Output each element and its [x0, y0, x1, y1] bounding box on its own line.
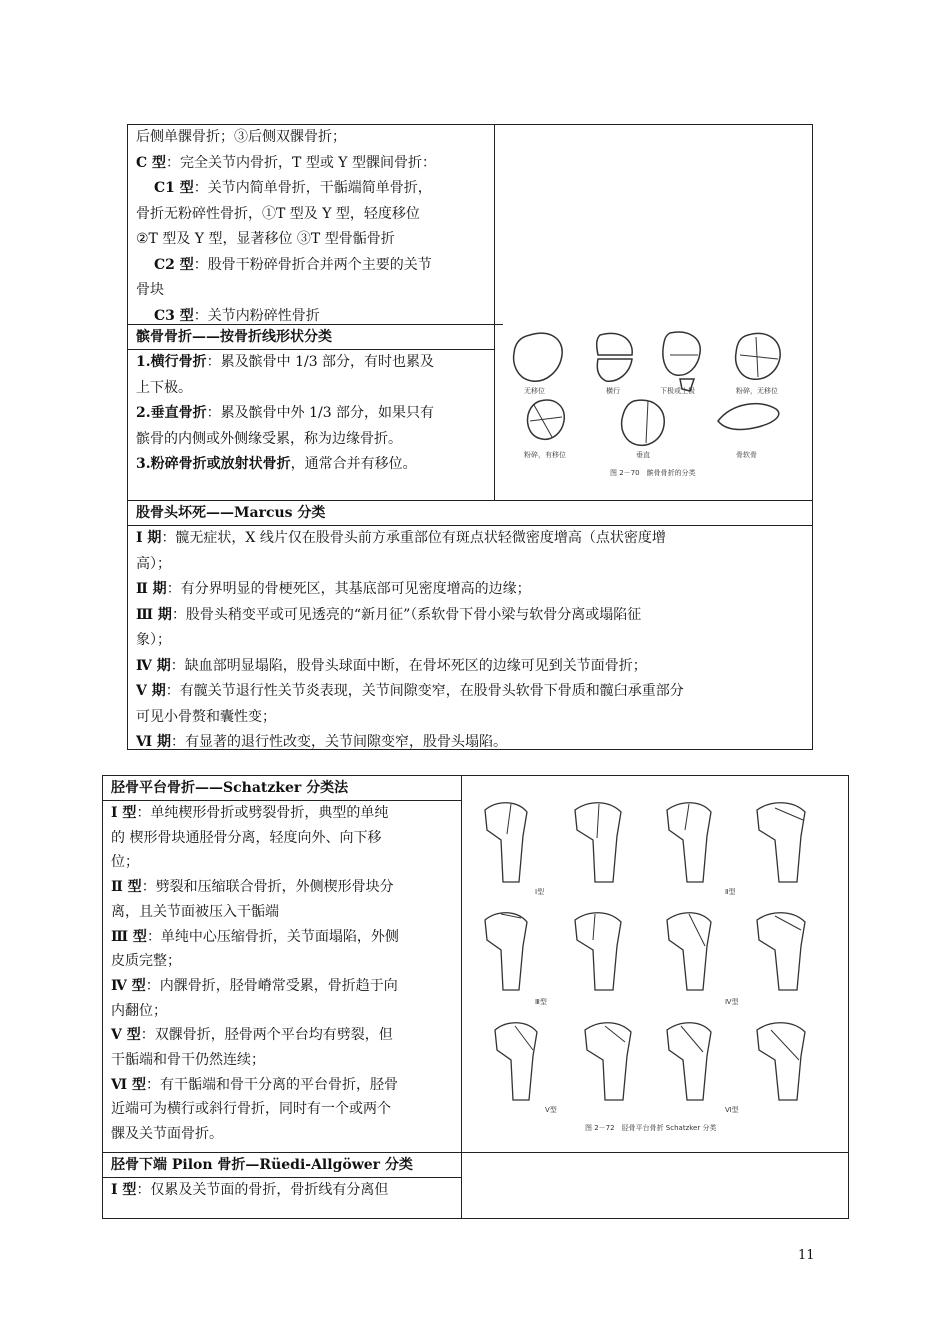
schatzker-figure — [475, 790, 835, 1140]
type-label: C3 型 — [154, 307, 194, 324]
type-label: Ⅰ 型 — [111, 1182, 137, 1198]
figure-label: Ⅴ型 — [545, 1106, 557, 1114]
text-line: 象）； — [136, 632, 171, 648]
text-line: Ⅵ 型：有干骺端和骨干分离的平台骨折，胫骨 — [111, 1076, 398, 1093]
text-line: 骨块 — [136, 282, 164, 298]
femur-c-type-text — [128, 125, 494, 329]
text-line: 离，且关节面被压入干骺端 — [111, 903, 279, 920]
figure-label: 粉碎，无移位 — [736, 387, 778, 395]
tibia-shape — [667, 1023, 711, 1100]
text-line: Ⅲ 期：股骨头稍变平或可见透亮的“新月征”（系软骨下骨小梁与软骨分离或塌陷征 — [136, 606, 642, 623]
text-line: Ⅴ 期：有髋关节退行性关节炎表现，关节间隙变窄，在股骨头软骨下骨质和髋臼承重部分 — [136, 683, 684, 699]
text-line: 的 楔形骨块通胫骨分离，轻度向外、向下移 — [111, 829, 382, 846]
text-line: Ⅰ 型：单纯楔形骨折或劈裂骨折，典型的单纯 — [111, 805, 389, 821]
figure-label: Ⅰ型 — [535, 888, 545, 896]
schatzker-header: 胫骨平台骨折——Schatzker 分类法 — [111, 780, 349, 796]
text-line: 2.垂直骨折：累及髌骨中外 1/3 部分，如果只有 — [136, 405, 435, 421]
patella-header: 髌骨骨折——按骨折线形状分类 — [136, 329, 332, 345]
text-line: Ⅲ 型：单纯中心压缩骨折，关节面塌陷，外侧 — [111, 928, 399, 945]
patella-shape — [597, 333, 633, 355]
tibia-shape — [757, 803, 805, 882]
type-label: 3.粉碎骨折或放射状骨折 — [136, 456, 291, 472]
figure-label: 骨软骨 — [736, 451, 757, 459]
figure-label: Ⅲ型 — [535, 998, 547, 1006]
patella-shape — [528, 400, 565, 439]
tibia-shape — [757, 913, 805, 990]
text-line: 上下极。 — [136, 379, 192, 396]
patella-text — [128, 350, 494, 478]
patella-fracture-figure — [500, 325, 810, 497]
tibia-shape — [575, 913, 621, 990]
tibia-shape — [495, 1023, 537, 1100]
tibia-shape — [485, 803, 527, 882]
text-line: 干骺端和骨干仍然连续； — [111, 1052, 265, 1069]
figure-label: 横行 — [606, 387, 620, 395]
figure-caption: 图 2－72 胫骨平台骨折 Schatzker 分类 — [585, 1124, 717, 1132]
type-label: Ⅴ 型 — [111, 1027, 141, 1044]
tibia-shape — [667, 913, 711, 990]
pilon-text — [103, 1178, 461, 1204]
type-label: C2 型 — [154, 256, 194, 273]
type-label: 1.横行骨折 — [136, 354, 207, 370]
text-line: 位； — [111, 854, 139, 871]
text-line: Ⅴ 型：双髁骨折，胫骨两个平台均有劈裂，但 — [111, 1027, 393, 1044]
type-label: Ⅳ 型 — [111, 977, 146, 994]
column-divider — [494, 125, 495, 501]
tibia-shape — [757, 1023, 805, 1100]
figure-caption: 图 2－70 髌骨骨折的分类 — [610, 469, 696, 477]
figure-label: 下极或上极 — [660, 387, 695, 395]
text-line: C3 型：关节内粉碎性骨折 — [154, 307, 320, 324]
text-line: 1.横行骨折：累及髌骨中 1/3 部分，有时也累及 — [136, 354, 435, 370]
text-line: Ⅱ 期：有分界明显的骨梗死区，其基底部可见密度增高的边缘； — [136, 581, 531, 597]
stage-label: Ⅵ 期 — [136, 734, 171, 750]
pilon-header: 胫骨下端 Pilon 骨折—Rüedi-Allgöwer 分类 — [111, 1157, 413, 1173]
figure-label: Ⅱ型 — [725, 888, 736, 896]
figure-label: Ⅵ型 — [725, 1106, 739, 1114]
patella-illustration — [500, 325, 810, 497]
text-line: Ⅳ 型：内髁骨折，胫骨嵴常受累，骨折趋于向 — [111, 977, 398, 994]
stage-label: Ⅱ 期 — [136, 581, 167, 597]
marcus-header: 股骨头坏死——Marcus 分类 — [136, 505, 326, 521]
type-label: 2.垂直骨折 — [136, 405, 207, 421]
text-line: ②T 型及 Y 型，显著移位 ③T 型骨骺骨折 — [136, 231, 395, 247]
schatzker-text — [103, 801, 461, 1147]
text-line: C1 型：关节内简单骨折，干骺端简单骨折， — [154, 180, 432, 196]
tibia-shape — [667, 803, 711, 882]
text-line: 3.粉碎骨折或放射状骨折，通常合并有移位。 — [136, 456, 417, 472]
type-label: C1 型 — [154, 180, 194, 196]
text-line: 近端可为横行或斜行骨折，同时有一个或两个 — [111, 1101, 391, 1118]
figure-label: 垂直 — [636, 451, 650, 459]
text-line: 髌骨的内侧或外侧缘受累，称为边缘骨折。 — [136, 430, 402, 447]
type-label: C 型 — [136, 154, 167, 171]
tibia-shape — [485, 913, 527, 990]
text-line: 可见小骨赘和囊性变； — [136, 708, 276, 725]
text-line: 骨折无粉碎性骨折，①T 型及 Y 型，轻度移位 — [136, 205, 420, 222]
type-label: Ⅰ 型 — [111, 805, 137, 821]
type-label: Ⅵ 型 — [111, 1076, 146, 1093]
text-line: 皮质完整； — [111, 953, 181, 970]
tibia-shape — [585, 1023, 631, 1100]
text-line: Ⅱ 型：劈裂和压缩联合骨折，外侧楔形骨块分 — [111, 879, 394, 896]
stage-label: Ⅴ 期 — [136, 683, 166, 699]
page-number: 11 — [798, 1248, 815, 1263]
patella-shape — [514, 333, 563, 381]
text-line: 髁及关节面骨折。 — [111, 1126, 223, 1143]
figure-label: Ⅳ型 — [725, 998, 739, 1006]
tibia-illustration — [475, 790, 835, 1140]
text-line: 内翻位； — [111, 1002, 167, 1019]
patella-shape — [663, 332, 700, 375]
text-line: C 型：完全关节内骨折，T 型或 Y 型髁间骨折： — [136, 154, 436, 171]
stage-label: Ⅲ 期 — [136, 606, 172, 623]
text-line: C2 型：股骨干粉碎骨折合并两个主要的关节 — [154, 256, 432, 273]
patella-shape — [597, 359, 632, 381]
figure-label: 无移位 — [524, 387, 545, 395]
marcus-stages — [128, 526, 812, 756]
stage-label: Ⅳ 期 — [136, 657, 171, 674]
text-line: 高）； — [136, 555, 171, 572]
classification-table-1 — [127, 124, 813, 750]
type-label: Ⅲ 型 — [111, 928, 147, 945]
classification-table-2 — [102, 775, 849, 1219]
text-line: Ⅵ 期：有显著的退行性改变，关节间隙变窄，股骨头塌陷。 — [136, 734, 507, 750]
text-line: Ⅰ 型：仅累及关节面的骨折，骨折线有分离但 — [111, 1182, 389, 1198]
patella-shape — [622, 400, 665, 445]
text-line: Ⅳ 期：缺血部明显塌陷，股骨头球面中断，在骨坏死区的边缘可见到关节面骨折； — [136, 657, 647, 674]
text-line: 后侧单髁骨折；③后侧双髁骨折； — [136, 129, 346, 145]
stage-label: Ⅰ 期 — [136, 530, 162, 546]
text-line: Ⅰ 期：髋无症状，X 线片仅在股骨头前方承重部位有斑点状轻微密度增高（点状密度增 — [136, 530, 666, 546]
figure-label: 粉碎，有移位 — [524, 451, 566, 459]
patella-shape — [718, 404, 779, 430]
type-label: Ⅱ 型 — [111, 879, 142, 896]
